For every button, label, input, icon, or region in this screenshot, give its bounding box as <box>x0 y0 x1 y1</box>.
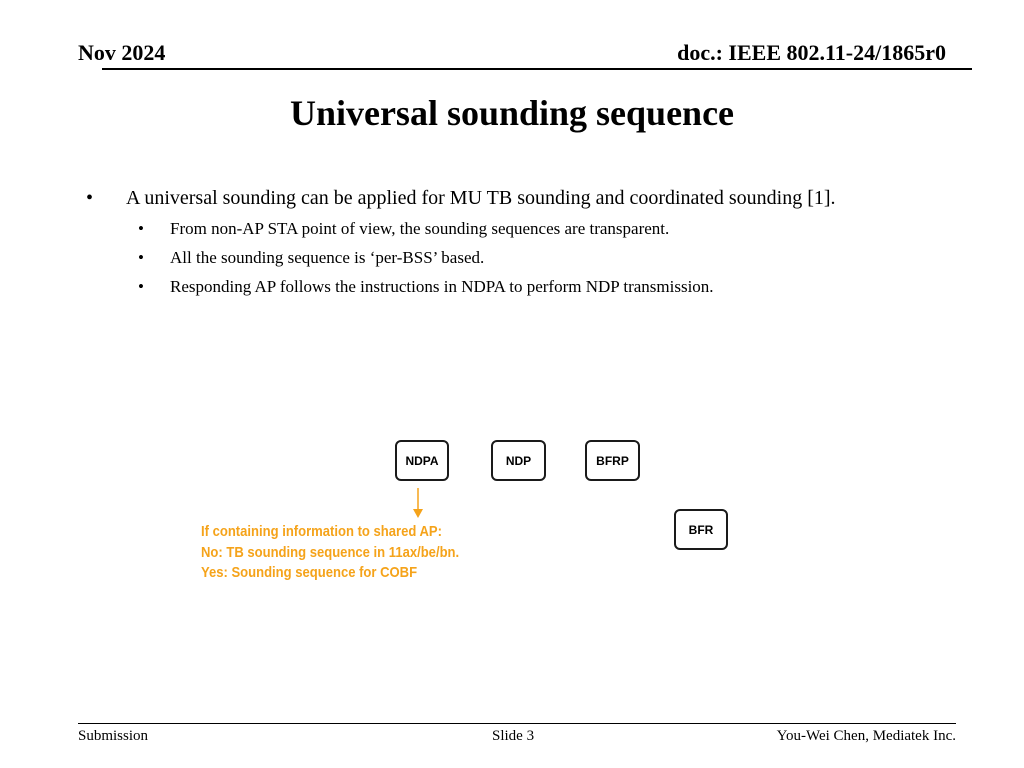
slide-title: Universal sounding sequence <box>289 93 735 133</box>
bullet-sub-1 <box>138 219 669 239</box>
footer-author: You-Wei Chen, Mediatek Inc. <box>776 728 956 744</box>
footer-slide-number: Slide 3 <box>492 728 535 744</box>
footer-submission: Submission <box>78 728 149 744</box>
frame-ndp: NDP <box>491 440 546 481</box>
bullet-marker: • <box>138 277 144 296</box>
frame-bfr: BFR <box>674 509 728 550</box>
note-line: Yes: Sounding sequence for COBF <box>201 564 418 581</box>
bullet-sub-text: From non-AP STA point of view, the sounding sequences are transparent. <box>170 219 670 238</box>
header-rule <box>102 68 972 70</box>
ndpa-note <box>201 522 459 584</box>
bullet-marker: • <box>86 187 94 209</box>
bullet-marker: • <box>138 248 144 267</box>
bullet-sub-text: All the sounding sequence is ‘per-BSS’ based. <box>170 248 485 267</box>
bullet-sub-3 <box>138 277 714 297</box>
header-doc-id: doc.: IEEE 802.11-24/1865r0 <box>677 40 946 65</box>
bullet-sub-text: Responding AP follows the instructions in NDPA to perform NDP transmission. <box>170 277 714 296</box>
bullet-main-text: A universal sounding can be applied for MU TB sounding and coordinated sounding [1]. <box>126 187 836 209</box>
frame-ndpa: NDPA <box>395 440 449 481</box>
bullet-main <box>86 187 836 210</box>
note-line: No: TB sounding sequence in 11ax/be/bn. <box>201 543 460 561</box>
frame-bfrp: BFRP <box>585 440 640 481</box>
footer-rule <box>78 723 956 724</box>
note-line: If containing information to shared AP: <box>201 523 442 540</box>
down-arrow-icon <box>411 488 425 520</box>
bullet-sub-2 <box>138 248 484 268</box>
header-date: Nov 2024 <box>78 40 166 65</box>
bullet-marker: • <box>138 219 144 238</box>
